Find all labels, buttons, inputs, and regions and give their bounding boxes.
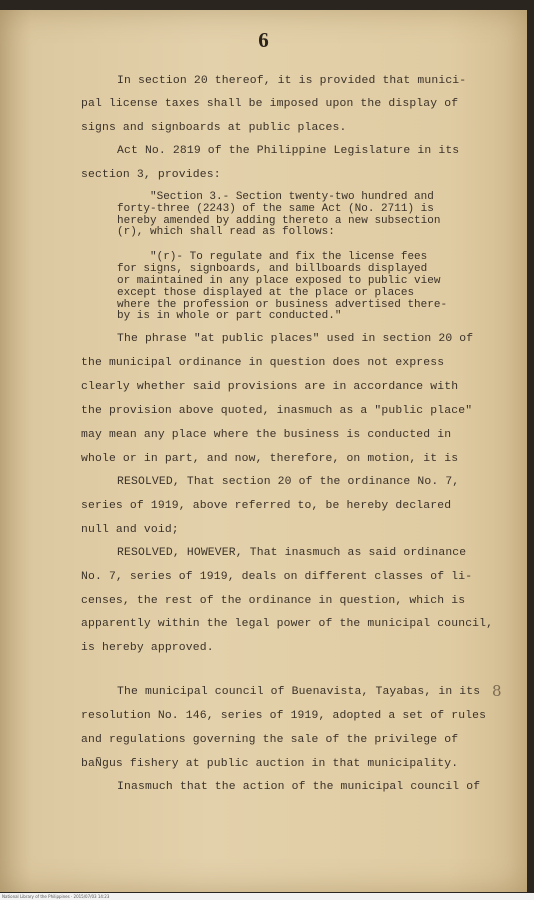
text-line: clearly whether said provisions are in accordance with — [81, 381, 459, 393]
text-line: censes, the rest of the ordinance in question, which is — [81, 595, 466, 607]
text-line: In section 20 thereof, it is provided that munici- — [117, 75, 467, 87]
quote-line: (r), which shall read as follows: — [117, 226, 335, 238]
footer-text: National Library of the Philippines · 2015/07/03 14:23 — [2, 894, 110, 899]
text-line: the provision above quoted, inasmuch as a "public place" — [81, 405, 473, 417]
text-line: section 3, provides: — [81, 169, 221, 181]
text-line: null and void; — [81, 524, 179, 536]
text-line: signs and signboards at public places. — [81, 122, 347, 134]
margin-annotation: 8 — [492, 682, 502, 700]
document-page — [0, 10, 527, 892]
text-line: The municipal council of Buenavista, Tayabas, in its — [117, 686, 481, 698]
text-line: No. 7, series of 1919, deals on different classes of li- — [81, 571, 473, 583]
quote-line: by is in whole or part conducted." — [117, 310, 342, 322]
scan-footer — [0, 893, 534, 900]
text-line: may mean any place where the business is conducted in — [81, 429, 452, 441]
text-line: pal license taxes shall be imposed upon the display of — [81, 98, 459, 110]
text-line: and regulations governing the sale of the privilege of — [81, 734, 459, 746]
text-line: The phrase "at public places" used in section 20 of — [117, 333, 474, 345]
quote-line: forty-three (2243) of the same Act (No. 2711) is — [117, 203, 434, 215]
quote-line: "Section 3.- Section twenty-two hundred and — [150, 191, 434, 203]
text-line: series of 1919, above referred to, be hereby declared — [81, 500, 452, 512]
text-line: is hereby approved. — [81, 642, 214, 654]
text-line: the municipal ordinance in question does not express — [81, 357, 445, 369]
quote-line: for signs, signboards, and billboards displayed — [117, 263, 428, 275]
quote-line: "(r)- To regulate and fix the license fees — [150, 251, 428, 263]
quote-line: where the profession or business advertised there- — [117, 299, 448, 311]
text-line: Inasmuch that the action of the municipal council of — [117, 781, 481, 793]
page-number: 6 — [258, 28, 269, 52]
text-line: Act No. 2819 of the Philippine Legislature in its — [117, 145, 460, 157]
text-line: RESOLVED, That section 20 of the ordinance No. 7, — [117, 476, 460, 488]
text-line: whole or in part, and now, therefore, on motion, it is — [81, 453, 459, 465]
quote-line: except those displayed at the place or places — [117, 287, 415, 299]
quote-line: hereby amended by adding thereto a new subsection — [117, 215, 441, 227]
quote-line: or maintained in any place exposed to public view — [117, 275, 441, 287]
text-line: resolution No. 146, series of 1919, adopted a set of rules — [81, 710, 487, 722]
text-line: baÑgus fishery at public auction in that municipality. — [81, 758, 459, 770]
text-line: apparently within the legal power of the municipal council, — [81, 618, 494, 630]
text-line: RESOLVED, HOWEVER, That inasmuch as said ordinance — [117, 547, 467, 559]
